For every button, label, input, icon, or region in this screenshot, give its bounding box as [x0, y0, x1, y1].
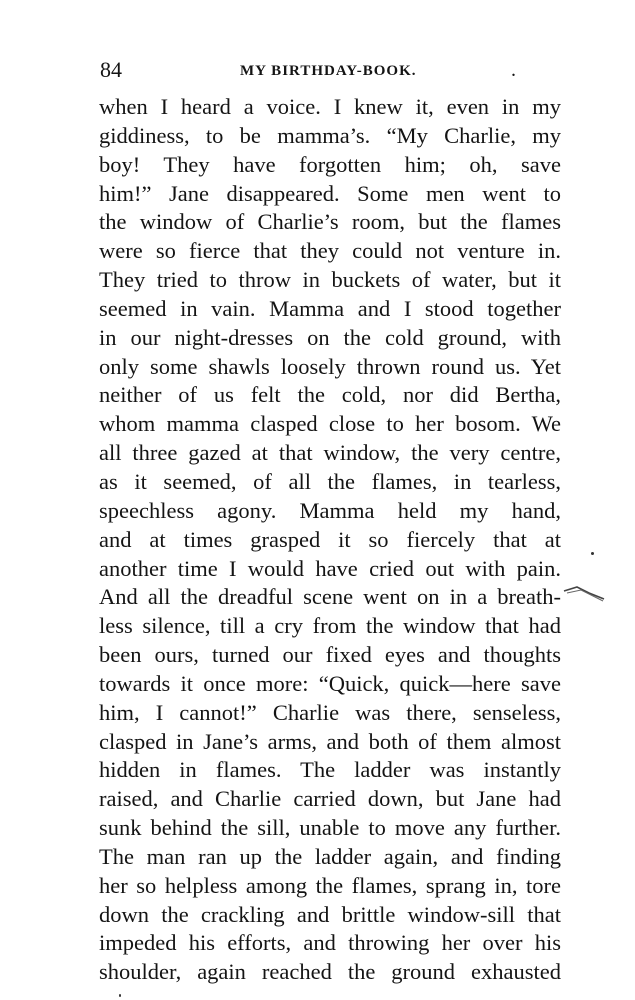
- page-number: 84: [100, 57, 122, 82]
- text-line: him, I cannot!” Charlie was there, senseless,: [99, 699, 561, 725]
- running-head-text: MY BIRTHDAY-BOOK.: [240, 63, 417, 79]
- text-line: as it seemed, of all the flames, in tearless,: [99, 468, 561, 494]
- text-line: down the crackling and brittle window-sill that: [99, 901, 561, 927]
- text-line: another time I would have cried out with pain.: [99, 555, 561, 581]
- text-line: him!” Jane disappeared. Some men went to: [99, 180, 561, 206]
- running-head: [240, 60, 417, 82]
- text-line: her so helpless among the flames, sprang in, tore: [99, 872, 561, 898]
- text-line: The man ran up the ladder again, and finding: [99, 843, 561, 869]
- text-line: raised, and Charlie carried down, but Jane had: [99, 786, 561, 812]
- text-line: only some shawls loosely thrown round us. Yet: [99, 353, 561, 379]
- text-line: were so fierce that they could not venture in.: [99, 238, 561, 264]
- text-line: seemed in vain. Mamma and I stood together: [99, 295, 561, 321]
- body-text: [99, 93, 561, 987]
- text-line: neither of us felt the cold, nor did Bertha,: [99, 382, 561, 408]
- text-line: the window of Charlie’s room, but the flames: [99, 209, 561, 235]
- page-header: [100, 56, 560, 86]
- text-line: whom mamma clasped close to her bosom. We: [99, 411, 561, 437]
- text-line: towards it once more: “Quick, quick—here save: [99, 670, 561, 696]
- text-line: They tried to throw in buckets of water, but it: [99, 267, 561, 293]
- text-line: sunk behind the sill, unable to move any further.: [99, 815, 561, 841]
- ink-scratch-mark: [563, 586, 605, 602]
- header-mark: .: [511, 59, 516, 81]
- text-line: speechless agony. Mamma held my hand,: [99, 497, 561, 523]
- text-line: impeded his efforts, and throwing her over his: [99, 930, 561, 956]
- paper-speck: [591, 552, 594, 555]
- text-line: And all the dreadful scene went on in a breath-: [99, 584, 561, 610]
- text-line: been ours, turned our fixed eyes and thoughts: [99, 642, 561, 668]
- text-line: and at times grasped it so fiercely that at: [99, 526, 561, 552]
- text-line: all three gazed at that window, the very centre,: [99, 440, 561, 466]
- text-line: boy! They have forgotten him; oh, save: [99, 151, 561, 177]
- text-line: giddiness, to be mamma’s. “My Charlie, my: [99, 122, 561, 148]
- paper-speck: [119, 994, 121, 997]
- text-line: shoulder, again reached the ground exhausted: [99, 959, 561, 985]
- text-line: when I heard a voice. I knew it, even in my: [99, 94, 561, 119]
- text-line: in our night-dresses on the cold ground, with: [99, 324, 561, 350]
- text-line: hidden in flames. The ladder was instantly: [99, 757, 561, 783]
- text-line: less silence, till a cry from the window that had: [99, 613, 561, 639]
- text-line: clasped in Jane’s arms, and both of them almost: [99, 728, 561, 754]
